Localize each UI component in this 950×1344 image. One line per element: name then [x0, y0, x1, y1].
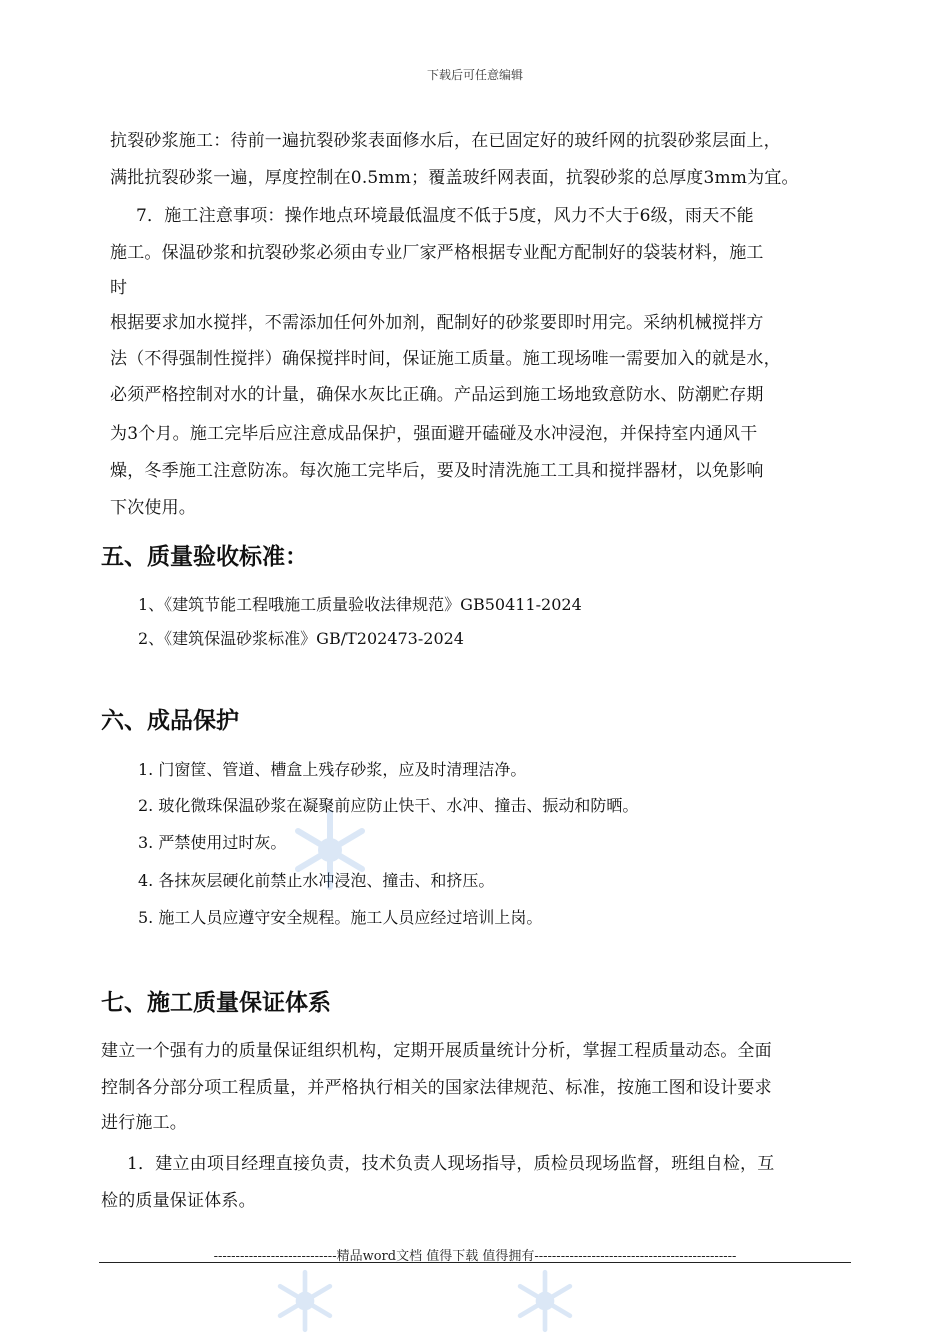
section7-para-line: 进行施工。 — [101, 1113, 187, 1133]
para2-line: 时 — [110, 278, 128, 298]
watermark-snowflake-icon — [510, 1266, 580, 1336]
page-footer: ----------------------------精品word文档 值得下载 值得拥有---------------------------------------------- — [213, 1249, 737, 1264]
watermark-snowflake-icon — [285, 805, 375, 895]
section-heading-7: 七、施工质量保证体系 — [101, 990, 331, 1016]
para1-line: 抗裂砂浆施工：待前一遍抗裂砂浆表面修水后，在已固定好的玻纤网的抗裂砂浆层面上， — [110, 131, 781, 151]
section7-item-line: 检的质量保证体系。 — [101, 1191, 256, 1211]
protection-item: 5. 施工人员应遵守安全规程。施工人员应经过培训上岗。 — [138, 908, 543, 927]
protection-item: 4. 各抹灰层硬化前禁止水冲浸泡、撞击、和挤压。 — [138, 871, 495, 890]
para3-line: 为3个月。施工完毕后应注意成品保护，强面避开磕碰及水冲浸泡，并保持室内通风干 — [110, 424, 758, 444]
para3-line: 根据要求加水搅拌，不需添加任何外加剂，配制好的砂浆要即时用完。采纳机械搅拌方 — [110, 313, 764, 333]
section7-para-line: 建立一个强有力的质量保证组织机构，定期开展质量统计分析，掌握工程质量动态。全面 — [101, 1041, 772, 1061]
standard-item: 2、《建筑保温砂浆标准》GB/T202473-2024 — [138, 629, 464, 648]
para2-line: 7．施工注意事项：操作地点环境最低温度不低于5度，风力不大于6级，雨天不能 — [136, 206, 754, 226]
para3-line: 下次使用。 — [110, 498, 196, 518]
watermark-snowflake-icon — [270, 1266, 340, 1336]
para3-line: 燥，冬季施工注意防冻。每次施工完毕后，要及时清洗施工工具和搅拌器材，以免影响 — [110, 461, 764, 481]
page-header: 下载后可任意编辑 — [426, 68, 523, 82]
protection-item: 1. 门窗筐、管道、槽盒上残存砂浆，应及时清理洁净。 — [138, 760, 527, 779]
protection-item: 3. 严禁使用过时灰。 — [138, 833, 287, 852]
section7-para-line: 控制各分部分项工程质量，并严格执行相关的国家法律规范、标准，按施工图和设计要求 — [101, 1078, 772, 1098]
section7-item-line: 1．建立由项目经理直接负责，技术负责人现场指导，质检员现场监督，班组自检，互 — [127, 1154, 775, 1174]
para3-line: 法（不得强制性搅拌）确保搅拌时间，保证施工质量。施工现场唯一需要加入的就是水， — [110, 349, 781, 369]
section-heading-6: 六、成品保护 — [101, 708, 239, 734]
protection-item: 2. 玻化微珠保温砂浆在凝聚前应防止快干、水冲、撞击、振动和防晒。 — [138, 796, 639, 815]
para1-line: 满批抗裂砂浆一遍，厚度控制在0.5mm；覆盖玻纤网表面，抗裂砂浆的总厚度3mm为宜。 — [110, 168, 799, 188]
para3-line: 必须严格控制对水的计量，确保水灰比正确。产品运到施工场地致意防水、防潮贮存期 — [110, 385, 764, 405]
standard-item: 1、《建筑节能工程哦施工质量验收法律规范》GB50411-2024 — [138, 595, 582, 614]
footer-rule — [99, 1262, 851, 1263]
section-heading-5: 五、质量验收标准： — [101, 544, 308, 570]
para2-line: 施工。保温砂浆和抗裂砂浆必须由专业厂家严格根据专业配方配制好的袋装材料，施工 — [110, 243, 764, 263]
